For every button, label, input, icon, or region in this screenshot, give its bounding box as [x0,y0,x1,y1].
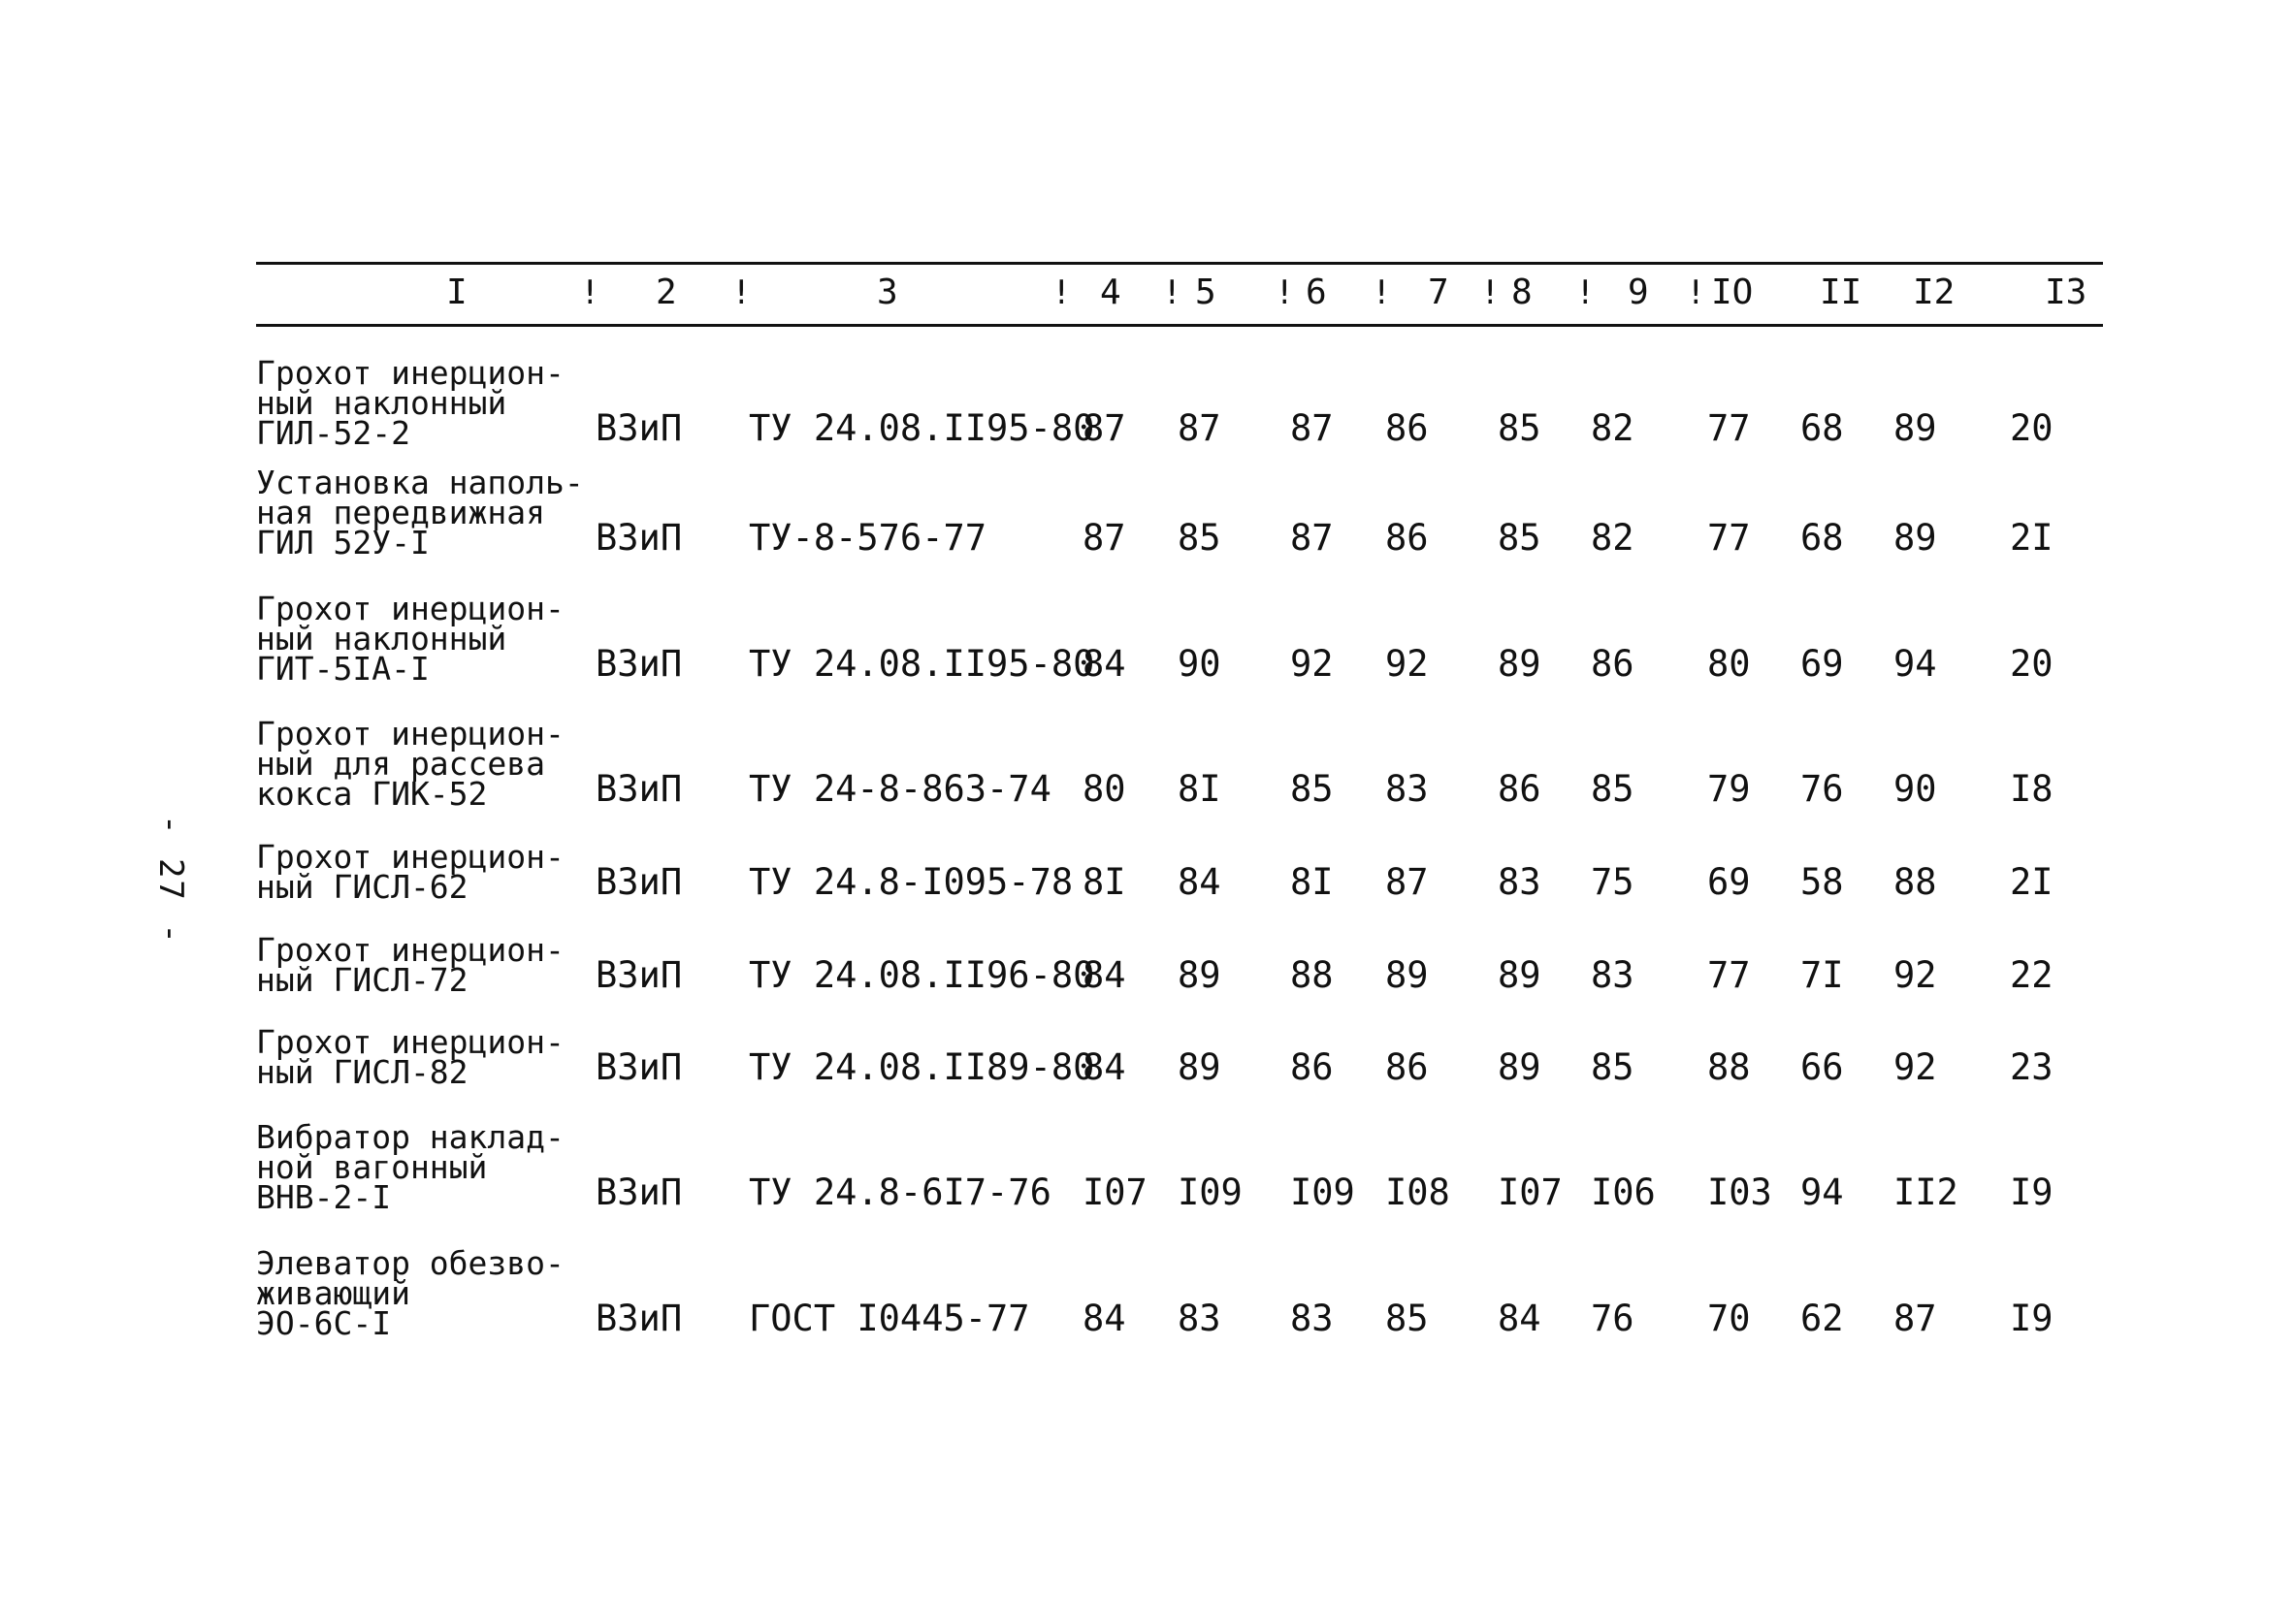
row-value-col-10: 77 [1707,954,1751,996]
row-maker: ВЗиП [596,1298,683,1339]
row-name: Грохот инерцион- ный наклонный ГИЛ-52-2 [256,354,565,452]
header-col-2: 2 [656,273,677,312]
header-col-1: I [446,273,468,312]
row-standard: ТУ 24-8-863-74 [749,768,1051,810]
row-value-col-4: 84 [1083,1046,1126,1088]
header-separator: ! [1275,273,1295,312]
row-value-col-4: 8I [1083,861,1126,903]
row-value-col-13: I9 [2010,1171,2053,1213]
row-value-col-5: 85 [1178,517,1221,559]
row-maker: ВЗиП [596,768,683,810]
row-standard: ТУ 24.08.II89-80 [749,1046,1095,1088]
row-value-col-12: II2 [1893,1171,1958,1213]
row-maker: ВЗиП [596,517,683,559]
row-value-col-13: 20 [2010,643,2053,685]
row-value-col-13: 20 [2010,407,2053,449]
row-value-col-5: 83 [1178,1298,1221,1339]
row-value-col-6: 85 [1290,768,1334,810]
row-standard: ТУ 24.8-6I7-76 [749,1171,1051,1213]
row-name: Грохот инерцион- ный ГИСЛ-72 [256,931,565,999]
header-col-4: 4 [1100,273,1121,312]
row-value-col-11: 68 [1800,407,1844,449]
row-value-col-8: 85 [1498,517,1541,559]
header-separator: ! [1372,273,1392,312]
header-col-6: 6 [1306,273,1327,312]
row-standard: ГОСТ I0445-77 [749,1298,1030,1339]
row-standard: ТУ 24.8-I095-78 [749,861,1074,903]
row-value-col-11: 66 [1800,1046,1844,1088]
row-value-col-5: I09 [1178,1171,1243,1213]
row-value-col-6: 87 [1290,517,1334,559]
row-value-col-7: 85 [1385,1298,1429,1339]
row-standard: ТУ 24.08.II96-80 [749,954,1095,996]
row-value-col-11: 94 [1800,1171,1844,1213]
row-value-col-8: I07 [1498,1171,1563,1213]
row-value-col-4: 84 [1083,1298,1126,1339]
row-value-col-11: 62 [1800,1298,1844,1339]
row-value-col-4: 84 [1083,643,1126,685]
header-col-9: 9 [1628,273,1649,312]
row-value-col-13: I8 [2010,768,2053,810]
row-value-col-9: 76 [1591,1298,1634,1339]
header-col-10: IO [1711,273,1754,312]
row-name: Элеватор обезво- живающий ЭО-6С-I [256,1244,565,1342]
row-value-col-12: 90 [1893,768,1937,810]
header-col-11: II [1820,273,1862,312]
row-value-col-6: 92 [1290,643,1334,685]
row-value-col-7: I08 [1385,1171,1450,1213]
row-value-col-8: 89 [1498,643,1541,685]
row-value-col-6: 83 [1290,1298,1334,1339]
row-value-col-7: 87 [1385,861,1429,903]
row-value-col-10: 69 [1707,861,1751,903]
header-col-13: I3 [2045,273,2087,312]
row-value-col-11: 58 [1800,861,1844,903]
row-value-col-10: 77 [1707,407,1751,449]
row-value-col-5: 84 [1178,861,1221,903]
row-value-col-5: 87 [1178,407,1221,449]
row-value-col-12: 87 [1893,1298,1937,1339]
row-value-col-7: 89 [1385,954,1429,996]
row-value-col-7: 86 [1385,517,1429,559]
row-value-col-8: 83 [1498,861,1541,903]
header-separator: ! [1162,273,1182,312]
row-value-col-5: 90 [1178,643,1221,685]
row-value-col-8: 89 [1498,1046,1541,1088]
row-value-col-12: 88 [1893,861,1937,903]
page-number: - 27 - [151,815,190,946]
row-value-col-13: 2I [2010,861,2053,903]
row-maker: ВЗиП [596,1046,683,1088]
row-value-col-4: 84 [1083,954,1126,996]
row-maker: ВЗиП [596,643,683,685]
row-value-col-10: I03 [1707,1171,1772,1213]
row-value-col-11: 76 [1800,768,1844,810]
row-value-col-6: 87 [1290,407,1334,449]
row-value-col-6: 8I [1290,861,1334,903]
row-value-col-9: 75 [1591,861,1634,903]
row-value-col-11: 68 [1800,517,1844,559]
row-value-col-9: 86 [1591,643,1634,685]
row-value-col-7: 86 [1385,407,1429,449]
row-value-col-9: 85 [1591,1046,1634,1088]
row-value-col-8: 86 [1498,768,1541,810]
header-separator: ! [1051,273,1072,312]
header-col-12: I2 [1913,273,1956,312]
row-value-col-12: 92 [1893,1046,1937,1088]
row-name: Грохот инерцион- ный ГИСЛ-82 [256,1023,565,1091]
row-name: Вибратор наклад- ной вагонный ВНВ-2-I [256,1118,565,1216]
row-value-col-4: I07 [1083,1171,1148,1213]
row-value-col-12: 89 [1893,407,1937,449]
row-maker: ВЗиП [596,954,683,996]
row-value-col-5: 89 [1178,954,1221,996]
row-value-col-9: 85 [1591,768,1634,810]
row-value-col-7: 92 [1385,643,1429,685]
header-separator: ! [731,273,752,312]
row-value-col-10: 70 [1707,1298,1751,1339]
header-separator: ! [1480,273,1501,312]
row-value-col-10: 88 [1707,1046,1751,1088]
row-value-col-13: 2I [2010,517,2053,559]
header-col-8: 8 [1511,273,1533,312]
row-value-col-8: 89 [1498,954,1541,996]
row-value-col-4: 87 [1083,407,1126,449]
row-name: Установка наполь- ная передвижная ГИЛ 52У-I [256,464,584,561]
row-value-col-10: 80 [1707,643,1751,685]
row-value-col-4: 80 [1083,768,1126,810]
row-value-col-9: I06 [1591,1171,1656,1213]
row-value-col-10: 77 [1707,517,1751,559]
row-value-col-12: 92 [1893,954,1937,996]
table-row [256,0,2103,1342]
row-value-col-13: 23 [2010,1046,2053,1088]
row-value-col-10: 79 [1707,768,1751,810]
row-standard: ТУ 24.08.II95-80 [749,643,1095,685]
row-value-col-7: 86 [1385,1046,1429,1088]
row-value-col-6: 86 [1290,1046,1334,1088]
row-value-col-5: 8I [1178,768,1221,810]
row-value-col-7: 83 [1385,768,1429,810]
row-value-col-6: I09 [1290,1171,1355,1213]
row-value-col-4: 87 [1083,517,1126,559]
row-standard: ТУ 24.08.II95-80 [749,407,1095,449]
row-name: Грохот инерцион- ный ГИСЛ-62 [256,838,565,906]
header-separator: ! [580,273,600,312]
header-col-7: 7 [1428,273,1449,312]
row-value-col-9: 82 [1591,407,1634,449]
row-value-col-13: I9 [2010,1298,2053,1339]
header-separator: ! [1575,273,1596,312]
row-value-col-5: 89 [1178,1046,1221,1088]
row-maker: ВЗиП [596,861,683,903]
row-value-col-8: 84 [1498,1298,1541,1339]
header-separator: ! [1686,273,1706,312]
row-maker: ВЗиП [596,407,683,449]
row-value-col-9: 83 [1591,954,1634,996]
row-value-col-8: 85 [1498,407,1541,449]
row-value-col-6: 88 [1290,954,1334,996]
row-name: Грохот инерцион- ный для рассева кокса ГИК-52 [256,715,565,813]
row-value-col-9: 82 [1591,517,1634,559]
row-maker: ВЗиП [596,1171,683,1213]
row-value-col-11: 69 [1800,643,1844,685]
header-col-5: 5 [1195,273,1216,312]
row-standard: ТУ-8-576-77 [749,517,987,559]
row-value-col-12: 89 [1893,517,1937,559]
header-col-3: 3 [877,273,898,312]
row-value-col-13: 22 [2010,954,2053,996]
row-name: Грохот инерцион- ный наклонный ГИТ-5IA-I [256,590,565,688]
row-value-col-11: 7I [1800,954,1844,996]
row-value-col-12: 94 [1893,643,1937,685]
